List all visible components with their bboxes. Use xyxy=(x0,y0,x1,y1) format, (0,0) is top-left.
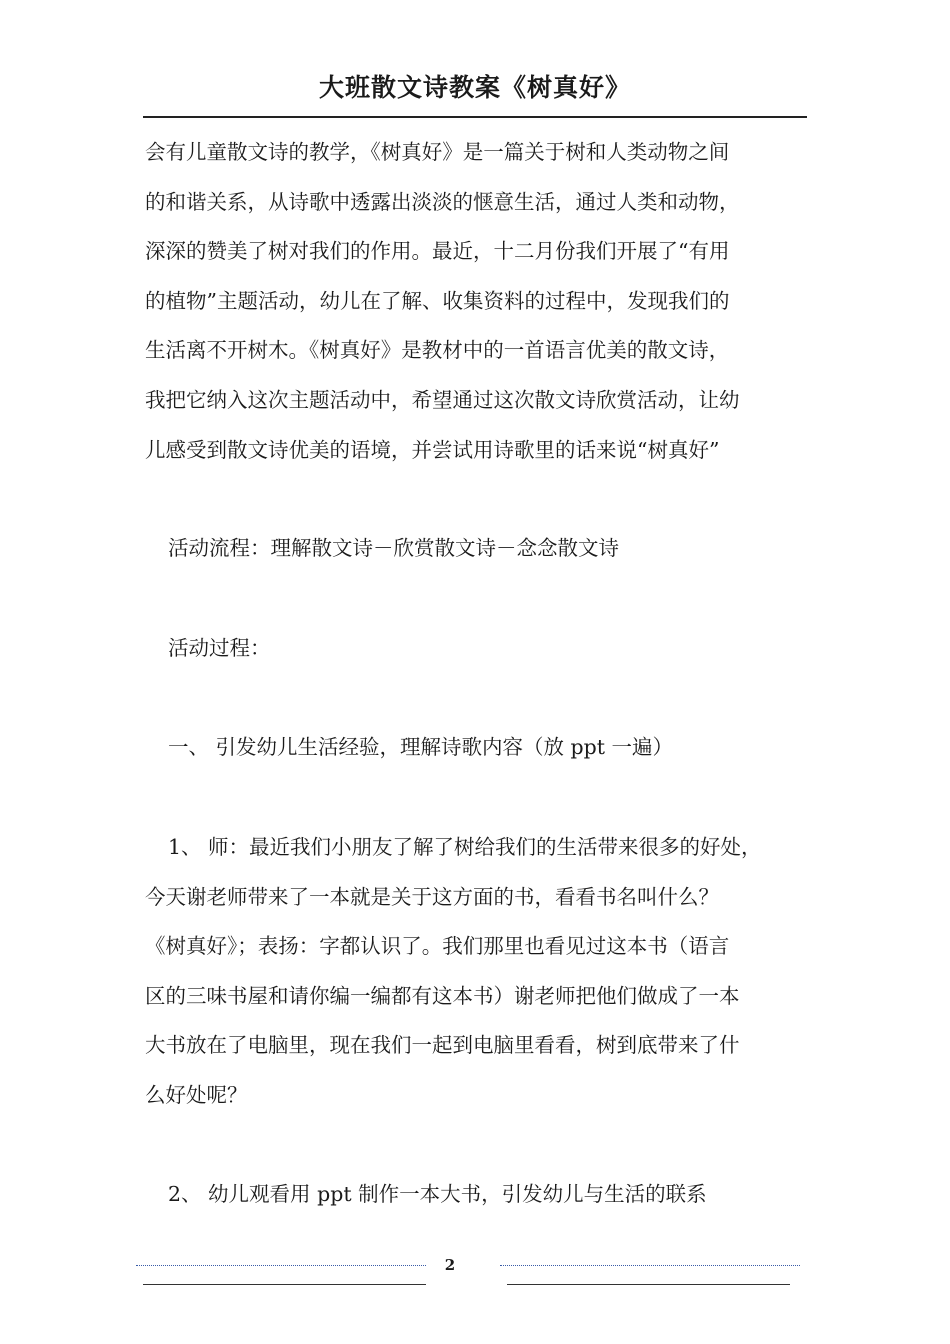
footer-dotted-left xyxy=(136,1265,426,1266)
intro-line: 的植物”主题活动，幼儿在了解、收集资料的过程中，发现我们的 xyxy=(145,288,730,313)
intro-line: 会有儿童散文诗的教学，《树真好》是一篇关于树和人类动物之间 xyxy=(145,140,730,164)
item-one-line: 么好处呢？ xyxy=(145,1082,248,1107)
intro-line: 的和谐关系，从诗歌中透露出淡淡的惬意生活，通过人类和动物， xyxy=(145,189,740,214)
item-one-paragraph xyxy=(145,823,815,1121)
title-divider xyxy=(143,116,807,118)
intro-line: 生活离不开树木。《树真好》是教材中的一首语言优美的散文诗， xyxy=(145,338,730,363)
footer-rule-right xyxy=(507,1284,790,1285)
item-one-line: 区的三味书屋和请你编一编都有这本书）谢老师把他们做成了一本 xyxy=(145,983,740,1008)
item-one-line: 《树真好》；表扬：字都认识了。我们那里也看见过这本书（语言 xyxy=(145,934,730,959)
page-title: 大班散文诗教案《树真好》 xyxy=(318,73,631,102)
item-one-line: 大书放在了电脑里，现在我们一起到电脑里看看，树到底带来了什 xyxy=(145,1033,740,1058)
footer-rule-left xyxy=(143,1284,426,1285)
intro-line: 我把它纳入这次主题活动中，希望通过这次散文诗欣赏活动，让幼 xyxy=(145,387,740,412)
intro-line: 儿感受到散文诗优美的语境，并尝试用诗歌里的话来说“树真好” xyxy=(145,437,720,462)
item-one-line: 1、 师：最近我们小朋友了解了树给我们的生活带来很多的好处， xyxy=(168,835,762,859)
section-one-heading: 一、 引发幼儿生活经验，理解诗歌内容（放 ppt 一遍） xyxy=(168,735,674,759)
intro-paragraph xyxy=(145,128,815,475)
footer-dotted-right xyxy=(500,1265,800,1266)
intro-line: 深深的赞美了树对我们的作用。最近，十二月份我们开展了“有用 xyxy=(145,239,730,264)
process-flow: 活动流程：理解散文诗－欣赏散文诗－念念散文诗 xyxy=(168,536,619,560)
item-two: 2、 幼儿观看用 ppt 制作一本大书，引发幼儿与生活的联系 xyxy=(168,1182,707,1206)
process-heading: 活动过程： xyxy=(168,636,271,660)
item-one-line: 今天谢老师带来了一本就是关于这方面的书，看看书名叫什么？ xyxy=(145,884,719,909)
page-number: 2 xyxy=(444,1256,456,1274)
